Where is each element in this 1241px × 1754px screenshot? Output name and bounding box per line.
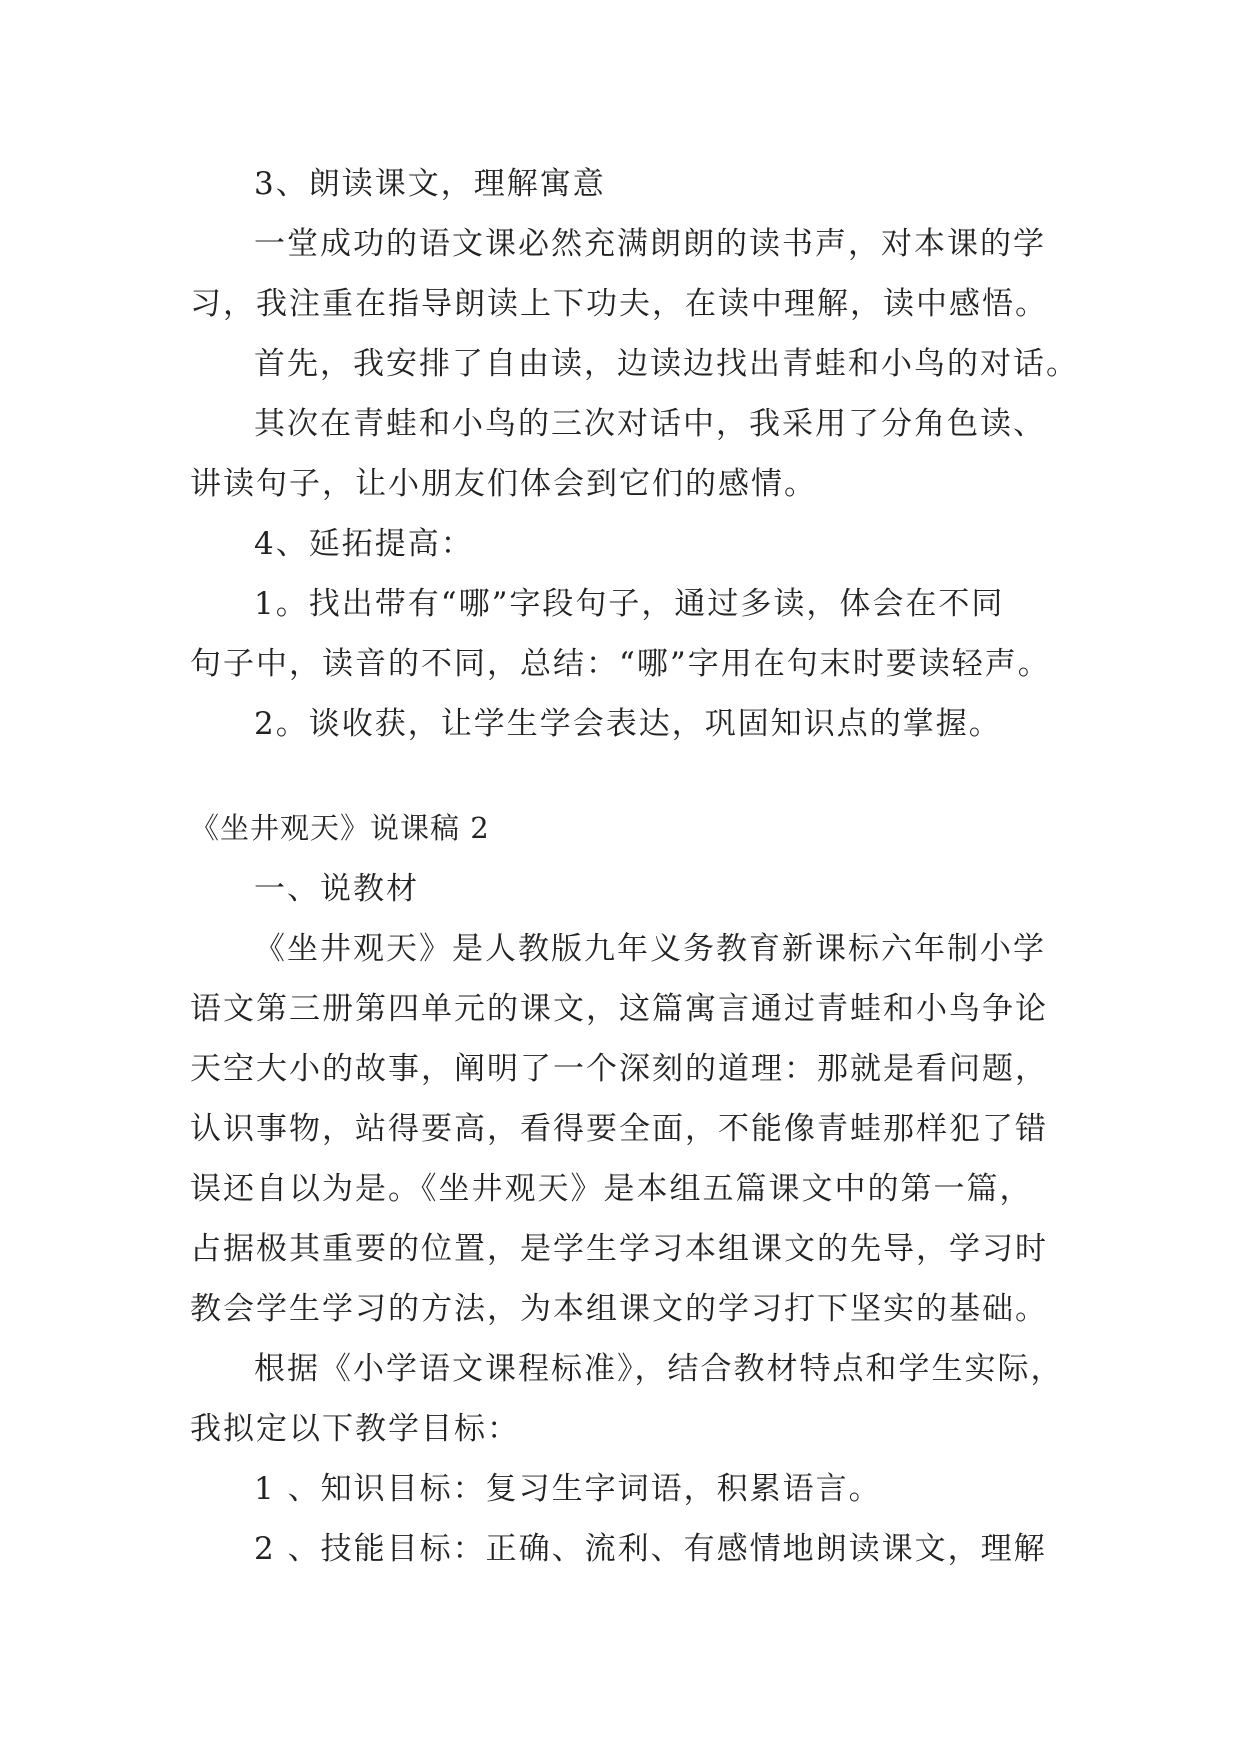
paragraph-line: 首先，我安排了自由读，边读边找出青蛙和小鸟的对话。 (254, 346, 1079, 382)
paragraph-line: 一堂成功的语文课必然充满朗朗的读书声，对本课的学 (254, 226, 1046, 262)
paragraph-line: 讲读句子，让小朋友们体会到它们的感情。 (190, 466, 817, 502)
paragraph-line: 习，我注重在指导朗读上下功夫，在读中理解，读中感悟。 (190, 286, 1048, 322)
paragraph-line: 2。谈收获，让学生学会表达，巩固知识点的掌握。 (254, 706, 1002, 742)
goal-item-2: 2 、技能目标：正确、流利、有感情地朗读课文，理解 (254, 1531, 1047, 1567)
paragraph-line: 误还自以为是。《坐井观天》是本组五篇课文中的第一篇， (190, 1171, 1033, 1207)
paragraph-line: 天空大小的故事，阐明了一个深刻的道理：那就是看问题， (190, 1051, 1048, 1087)
paragraph-line: 句子中，读音的不同，总结：“哪”字用在句末时要读轻声。 (190, 646, 1051, 682)
paragraph-line: 其次在青蛙和小鸟的三次对话中，我采用了分角色读、 (254, 406, 1046, 442)
paragraph-line: 1。找出带有“哪”字段句子，通过多读，体会在不同 (254, 586, 1005, 622)
paragraph-line: 我拟定以下教学目标： (190, 1411, 520, 1447)
paragraph-line: 认识事物，站得要高，看得要全面，不能像青蛙那样犯了错 (190, 1111, 1048, 1147)
part-1-title: 一、说教材 (254, 871, 419, 907)
paragraph-line: 占据极其重要的位置，是学生学习本组课文的先导，学习时 (190, 1231, 1048, 1267)
paragraph-line: 教会学生学习的方法，为本组课文的学习打下坚实的基础。 (190, 1291, 1048, 1327)
paragraph-line: 语文第三册第四单元的课文，这篇寓言通过青蛙和小鸟争论 (190, 991, 1048, 1027)
paragraph-line: 根据《小学语文课程标准》，结合教材特点和学生实际， (254, 1351, 1064, 1387)
item-3-title: 3、朗读课文，理解寓意 (254, 166, 606, 202)
goal-item-1: 1 、知识目标：复习生字词语，积累语言。 (254, 1471, 882, 1507)
item-4-title: 4、延拓提高： (254, 526, 474, 562)
paragraph-line: 《坐井观天》是人教版九年义务教育新课标六年制小学 (254, 931, 1046, 967)
section-title: 《坐井观天》说课稿 2 (190, 811, 490, 845)
